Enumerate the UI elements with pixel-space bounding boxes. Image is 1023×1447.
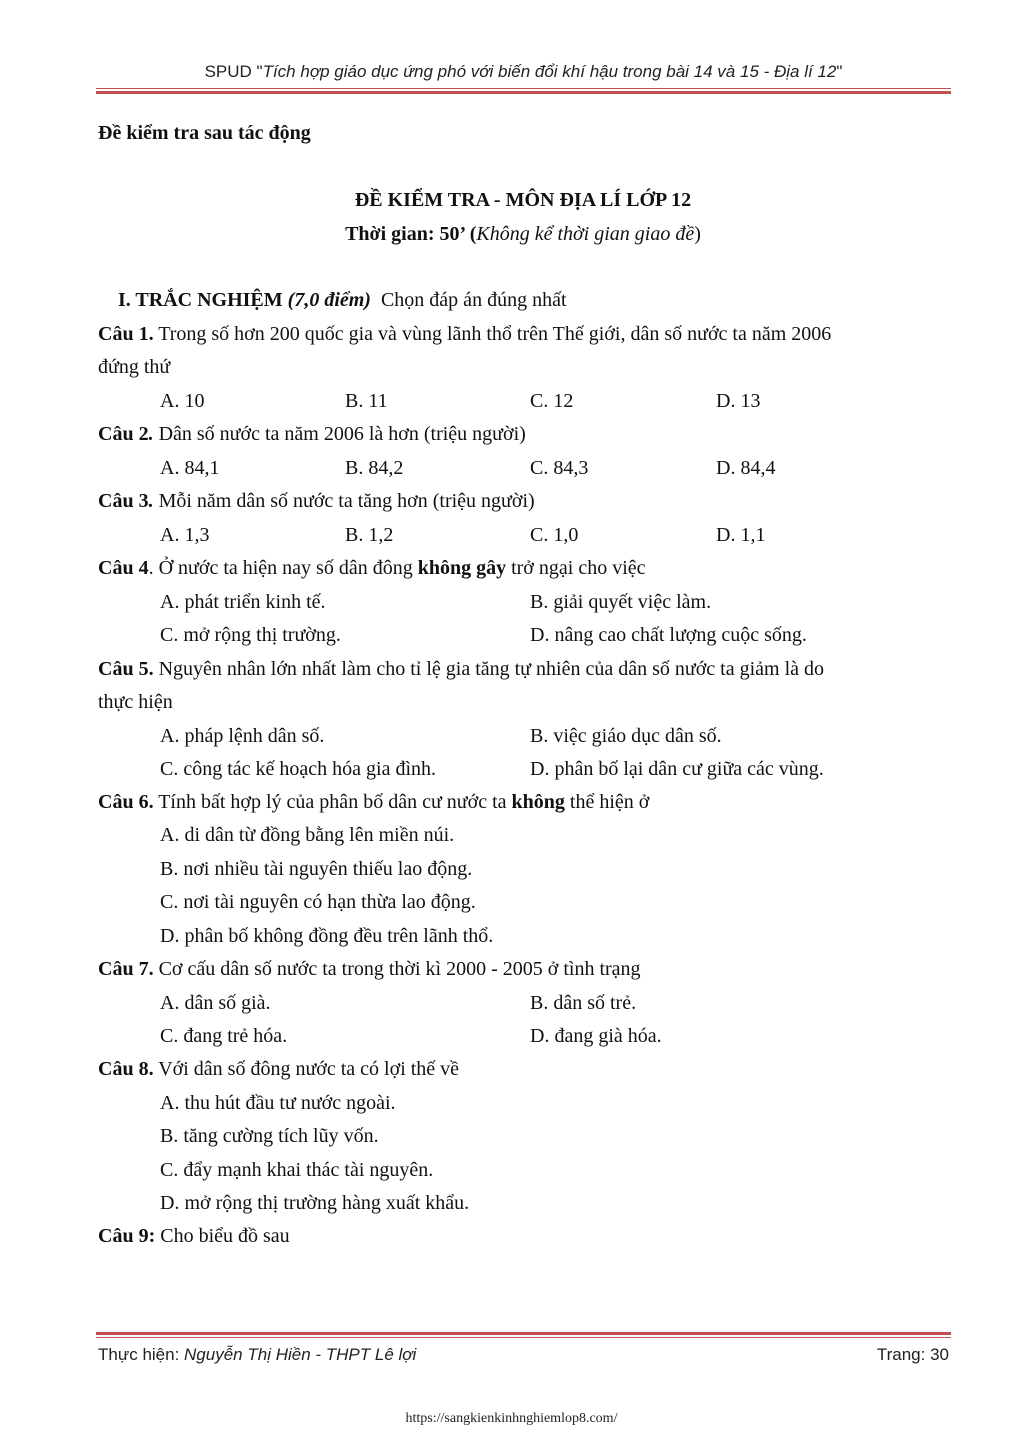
footer-rule-thick bbox=[96, 1332, 951, 1335]
q5-option-d[interactable]: D. phân bố lại dân cư giữa các vùng. bbox=[530, 758, 824, 780]
source-url[interactable]: https://sangkienkinhnghiemlop8.com/ bbox=[405, 1411, 618, 1426]
part1-heading: I. TRẮC NGHIỆM (7,0 điểm) Chọn đáp án đúng nhất bbox=[118, 289, 567, 311]
question-5: Câu 5. Nguyên nhân lớn nhất làm cho tỉ lệ gia tăng tự nhiên của dân số nước ta giảm là do bbox=[98, 658, 825, 680]
question-9: Câu 9: Cho biểu đồ sau bbox=[98, 1225, 290, 1247]
q5-option-a[interactable]: A. pháp lệnh dân số. bbox=[160, 725, 325, 747]
q6-option-b[interactable]: B. nơi nhiều tài nguyên thiếu lao động. bbox=[160, 858, 473, 880]
q2-option-d[interactable]: D. 84,4 bbox=[716, 457, 776, 479]
q6-option-c[interactable]: C. nơi tài nguyên có hạn thừa lao động. bbox=[160, 891, 476, 913]
q8-option-b[interactable]: B. tăng cường tích lũy vốn. bbox=[160, 1125, 379, 1147]
q8-option-a[interactable]: A. thu hút đầu tư nước ngoài. bbox=[160, 1092, 396, 1114]
q4-option-d[interactable]: D. nâng cao chất lượng cuộc sống. bbox=[530, 624, 807, 646]
page-header bbox=[96, 62, 951, 82]
header-prefix: SPUD " bbox=[204, 62, 263, 81]
q7-option-a[interactable]: A. dân số già. bbox=[160, 992, 271, 1014]
question-7: Câu 7. Cơ cấu dân số nước ta trong thời kì 2000 - 2005 ở tình trạng bbox=[98, 958, 641, 980]
q8-option-d[interactable]: D. mở rộng thị trường hàng xuất khẩu. bbox=[160, 1192, 470, 1214]
question-4: Câu 4. Ở nước ta hiện nay số dân đông không gây trở ngại cho việc bbox=[98, 557, 646, 579]
q8-option-c[interactable]: C. đẩy mạnh khai thác tài nguyên. bbox=[160, 1159, 434, 1181]
q3-option-c[interactable]: C. 1,0 bbox=[530, 524, 579, 546]
q1-option-a[interactable]: A. 10 bbox=[160, 390, 205, 412]
question-6: Câu 6. Tính bất hợp lý của phân bố dân cư nước ta không thể hiện ở bbox=[98, 791, 650, 813]
q1-option-c[interactable]: C. 12 bbox=[530, 390, 574, 412]
q7-option-c[interactable]: C. đang trẻ hóa. bbox=[160, 1025, 288, 1047]
q1-option-d[interactable]: D. 13 bbox=[716, 390, 761, 412]
question-1-cont: đứng thứ bbox=[98, 356, 171, 378]
exam-title: ĐỀ KIỂM TRA - MÔN ĐỊA LÍ LỚP 12 bbox=[354, 189, 692, 211]
q1-option-b[interactable]: B. 11 bbox=[345, 390, 388, 412]
q5-option-c[interactable]: C. công tác kế hoạch hóa gia đình. bbox=[160, 758, 437, 780]
q2-option-c[interactable]: C. 84,3 bbox=[530, 457, 589, 479]
q4-option-a[interactable]: A. phát triển kinh tế. bbox=[160, 591, 326, 613]
footer-author: Thực hiện: Nguyễn Thị Hiền - THPT Lê lợi bbox=[98, 1345, 417, 1364]
q7-option-b[interactable]: B. dân số trẻ. bbox=[530, 992, 637, 1014]
question-5-cont: thực hiện bbox=[98, 691, 173, 713]
header-suffix: " bbox=[836, 62, 843, 81]
exam-time-note: Không kể thời gian giao đề bbox=[476, 223, 695, 245]
q6-option-d[interactable]: D. phân bố không đồng đều trên lãnh thổ. bbox=[160, 925, 494, 947]
footer-author-name: Nguyễn Thị Hiền - THPT Lê lợi bbox=[184, 1345, 417, 1364]
q3-option-d[interactable]: D. 1,1 bbox=[716, 524, 766, 546]
header-rule-thin bbox=[96, 88, 951, 89]
q5-option-b[interactable]: B. việc giáo dục dân số. bbox=[530, 725, 722, 747]
q2-option-a[interactable]: A. 84,1 bbox=[160, 457, 220, 479]
section-title: Đề kiểm tra sau tác động bbox=[98, 122, 311, 144]
q2-option-b[interactable]: B. 84,2 bbox=[345, 457, 404, 479]
header-title: Tích hợp giáo dục ứng phó với biến đổi khí hậu trong bài 14 và 15 - Địa lí 12 bbox=[262, 62, 837, 81]
q6-option-a[interactable]: A. di dân từ đồng bằng lên miền núi. bbox=[160, 824, 455, 846]
q4-option-c[interactable]: C. mở rộng thị trường. bbox=[160, 624, 341, 646]
question-3: Câu 3. Mỗi năm dân số nước ta tăng hơn (triệu người) bbox=[98, 490, 535, 512]
footer-page-number: Trang: 30 bbox=[876, 1345, 949, 1364]
q3-option-b[interactable]: B. 1,2 bbox=[345, 524, 394, 546]
question-2: Câu 2. Dân số nước ta năm 2006 là hơn (triệu người) bbox=[98, 423, 526, 445]
question-8: Câu 8. Với dân số đông nước ta có lợi thế về bbox=[98, 1058, 460, 1080]
footer-rule-thin bbox=[96, 1337, 951, 1338]
question-1: Câu 1. Trong số hơn 200 quốc gia và vùng lãnh thổ trên Thế giới, dân số nước ta năm 2006 bbox=[98, 323, 832, 345]
header-rule-thick bbox=[96, 91, 951, 94]
exam-time: Thời gian: 50’ (Không kể thời gian giao đề) bbox=[345, 223, 701, 245]
q7-option-d[interactable]: D. đang già hóa. bbox=[530, 1025, 662, 1047]
q3-option-a[interactable]: A. 1,3 bbox=[160, 524, 210, 546]
q4-option-b[interactable]: B. giải quyết việc làm. bbox=[530, 591, 712, 613]
